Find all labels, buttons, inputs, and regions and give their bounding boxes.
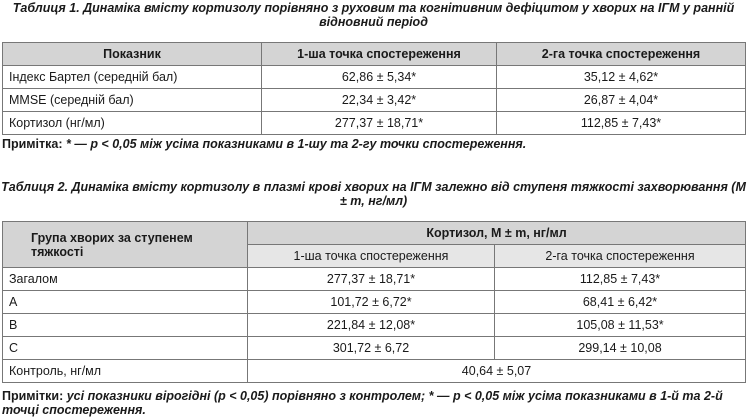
table2-note [2, 389, 744, 417]
table1-header-point1: 1-ша точка спостереження [262, 43, 497, 66]
table2-note-text: усі показники вірогідні (p < 0,05) порівняно з контролем; * — p < 0,05 між усіма показниками в 1-й та 2-й точці спостереження. [2, 389, 723, 417]
table2-header-cortisol: Кортизол, M ± m, нг/мл [248, 222, 746, 245]
table-row [3, 268, 746, 291]
row-label: Індекс Бартел (середній бал) [3, 66, 262, 89]
table2-caption: Таблиця 2. Динаміка вмісту кортизолу в плазмі крові хворих на ІГМ залежно від ступеня тяжкості захворювання (M ± m, нг/мл) [1, 180, 746, 208]
row-value-point2: 26,87 ± 4,04* [497, 89, 746, 112]
row-value-point2: 35,12 ± 4,62* [497, 66, 746, 89]
table1-header-point2: 2-га точка спостереження [497, 43, 746, 66]
control-value: 40,64 ± 5,07 [248, 360, 746, 383]
table2-header-group: Група хворих за ступенем тяжкості [3, 222, 248, 268]
row-label: А [3, 291, 248, 314]
row-value-point1: 277,37 ± 18,71* [248, 268, 495, 291]
table2-note-label: Примітки: [2, 389, 64, 403]
table2 [2, 221, 746, 383]
row-label: Загалом [3, 268, 248, 291]
table1-caption: Таблиця 1. Динаміка вмісту кортизолу порівняно з руховим та когнітивним дефіцитом у хворих на ІГМ у ранній відновний період [12, 1, 735, 29]
table1-header-indicator: Показник [3, 43, 262, 66]
table-row [3, 66, 746, 89]
row-value-point1: 62,86 ± 5,34* [262, 66, 497, 89]
table1-note [2, 137, 744, 151]
row-value-point2: 112,85 ± 7,43* [497, 112, 746, 135]
table2-header-point2: 2-га точка спостереження [495, 245, 746, 268]
table1-note-label: Примітка: [2, 137, 63, 151]
table2-header-point1: 1-ша точка спостереження [248, 245, 495, 268]
row-value-point1: 221,84 ± 12,08* [248, 314, 495, 337]
table-row [3, 337, 746, 360]
row-value-point2: 105,08 ± 11,53* [495, 314, 746, 337]
control-label: Контроль, нг/мл [3, 360, 248, 383]
row-value-point2: 299,14 ± 10,08 [495, 337, 746, 360]
row-value-point1: 277,37 ± 18,71* [262, 112, 497, 135]
row-label: В [3, 314, 248, 337]
row-label: Кортизол (нг/мл) [3, 112, 262, 135]
row-label: MMSE (середній бал) [3, 89, 262, 112]
row-value-point2: 68,41 ± 6,42* [495, 291, 746, 314]
table-row [3, 89, 746, 112]
table-row [3, 291, 746, 314]
table1 [2, 42, 746, 135]
table-row-control [3, 360, 746, 383]
row-label: С [3, 337, 248, 360]
row-value-point1: 101,72 ± 6,72* [248, 291, 495, 314]
row-value-point1: 22,34 ± 3,42* [262, 89, 497, 112]
table-row [3, 112, 746, 135]
table1-note-text: * — p < 0,05 між усіма показниками в 1-шу та 2-гу точки спостереження. [62, 137, 527, 151]
row-value-point2: 112,85 ± 7,43* [495, 268, 746, 291]
row-value-point1: 301,72 ± 6,72 [248, 337, 495, 360]
table-row [3, 314, 746, 337]
